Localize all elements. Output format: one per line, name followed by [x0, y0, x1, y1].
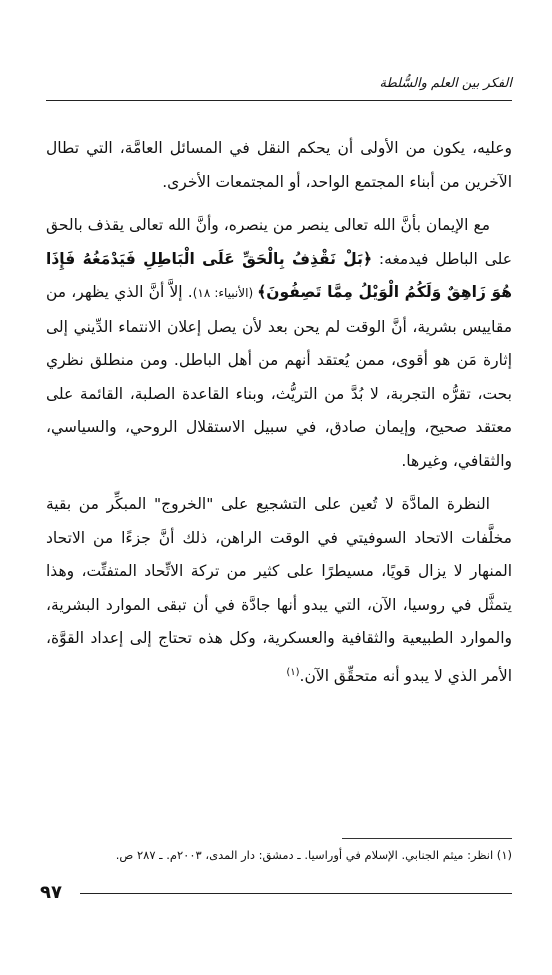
footer-divider	[80, 893, 512, 894]
page-body	[46, 132, 512, 693]
paragraph-2	[46, 209, 512, 478]
quran-verse: ﴿بَلْ نَقْذِفُ بِالْحَقِّ عَلَى الْبَاطِلِ فَيَدْمَغُهُ فَإِذَا هُوَ زَاهِقٌ وَلَكُمُ الْوَيْلُ مِمَّا تَصِفُونَ﴾	[46, 249, 512, 301]
paragraph-3	[46, 488, 512, 693]
running-header	[46, 76, 512, 101]
paragraph-3-text: النظرة المادَّة لا تُعين على التشجيع على "الخروج" المبكِّر من بقية مخلَّفات الاتحاد السوفيتي في الوقت الراهن، ذلك أنَّ جزءًا من الاتحاد المنهار لا يزال قويًا، مسيطرًا على كثير من تركة الاتِّحاد المتفتِّت، وهذا يتمثَّل في روسيا، الآن، التي يبدو أنها جادَّة في أن تبقى الموارد البشرية، والموارد الطبيعية والثقافية والعسكرية، وكل هذه تحتاج إلى إعداد القوَّة، الأمر الذي لا يبدو أنه متحقِّق الآن.	[46, 495, 512, 685]
verse-reference: (الأنبياء: ١٨)	[192, 286, 258, 300]
footnote: (١) انظر: ميثم الجنابي. الإسلام في أوراسيا. ـ دمشق: دار المدى، ٢٠٠٣م. ـ ٢٨٧ ص.	[115, 848, 512, 862]
paragraph-2-text-b: . إلاَّ أنَّ الذي يظهر، من مقاييس بشرية، أنَّ الوقت لم يحن بعد لأن يصل إعلان الانتماء الدِّيني إلى إثارة مَن هو أقوى، ممن يُعتقد أنهم من أهل الباطل. ومن منطلق نظري بحت، تقرُّه التجربة، لا بُدَّ من التريُّث، وبناء القاعدة الصلبة، القائمة على معتقد صحيح، وإيمان صادق، في سبيل الاستقلال الروحي، والسياسي، والثقافي، وغيرها.	[46, 283, 512, 470]
paragraph-1: وعليه، يكون من الأولى أن يحكم النقل في المسائل العامَّة، التي تطال الآخرين من أبناء المجتمع الواحد، أو المجتمعات الأخرى.	[46, 139, 512, 191]
page-number: ٩٧	[40, 882, 62, 903]
footnote-marker: (١)	[286, 666, 300, 678]
header-title: الفكر بين العلم والسُّلطة	[379, 76, 512, 91]
footnote-divider	[342, 838, 512, 839]
paragraph-2-text-a: مع الإيمان بأنَّ الله تعالى ينصر من ينصره، وأنَّ الله تعالى يقذف بالحق على الباطل فيدمغه:	[46, 216, 512, 268]
